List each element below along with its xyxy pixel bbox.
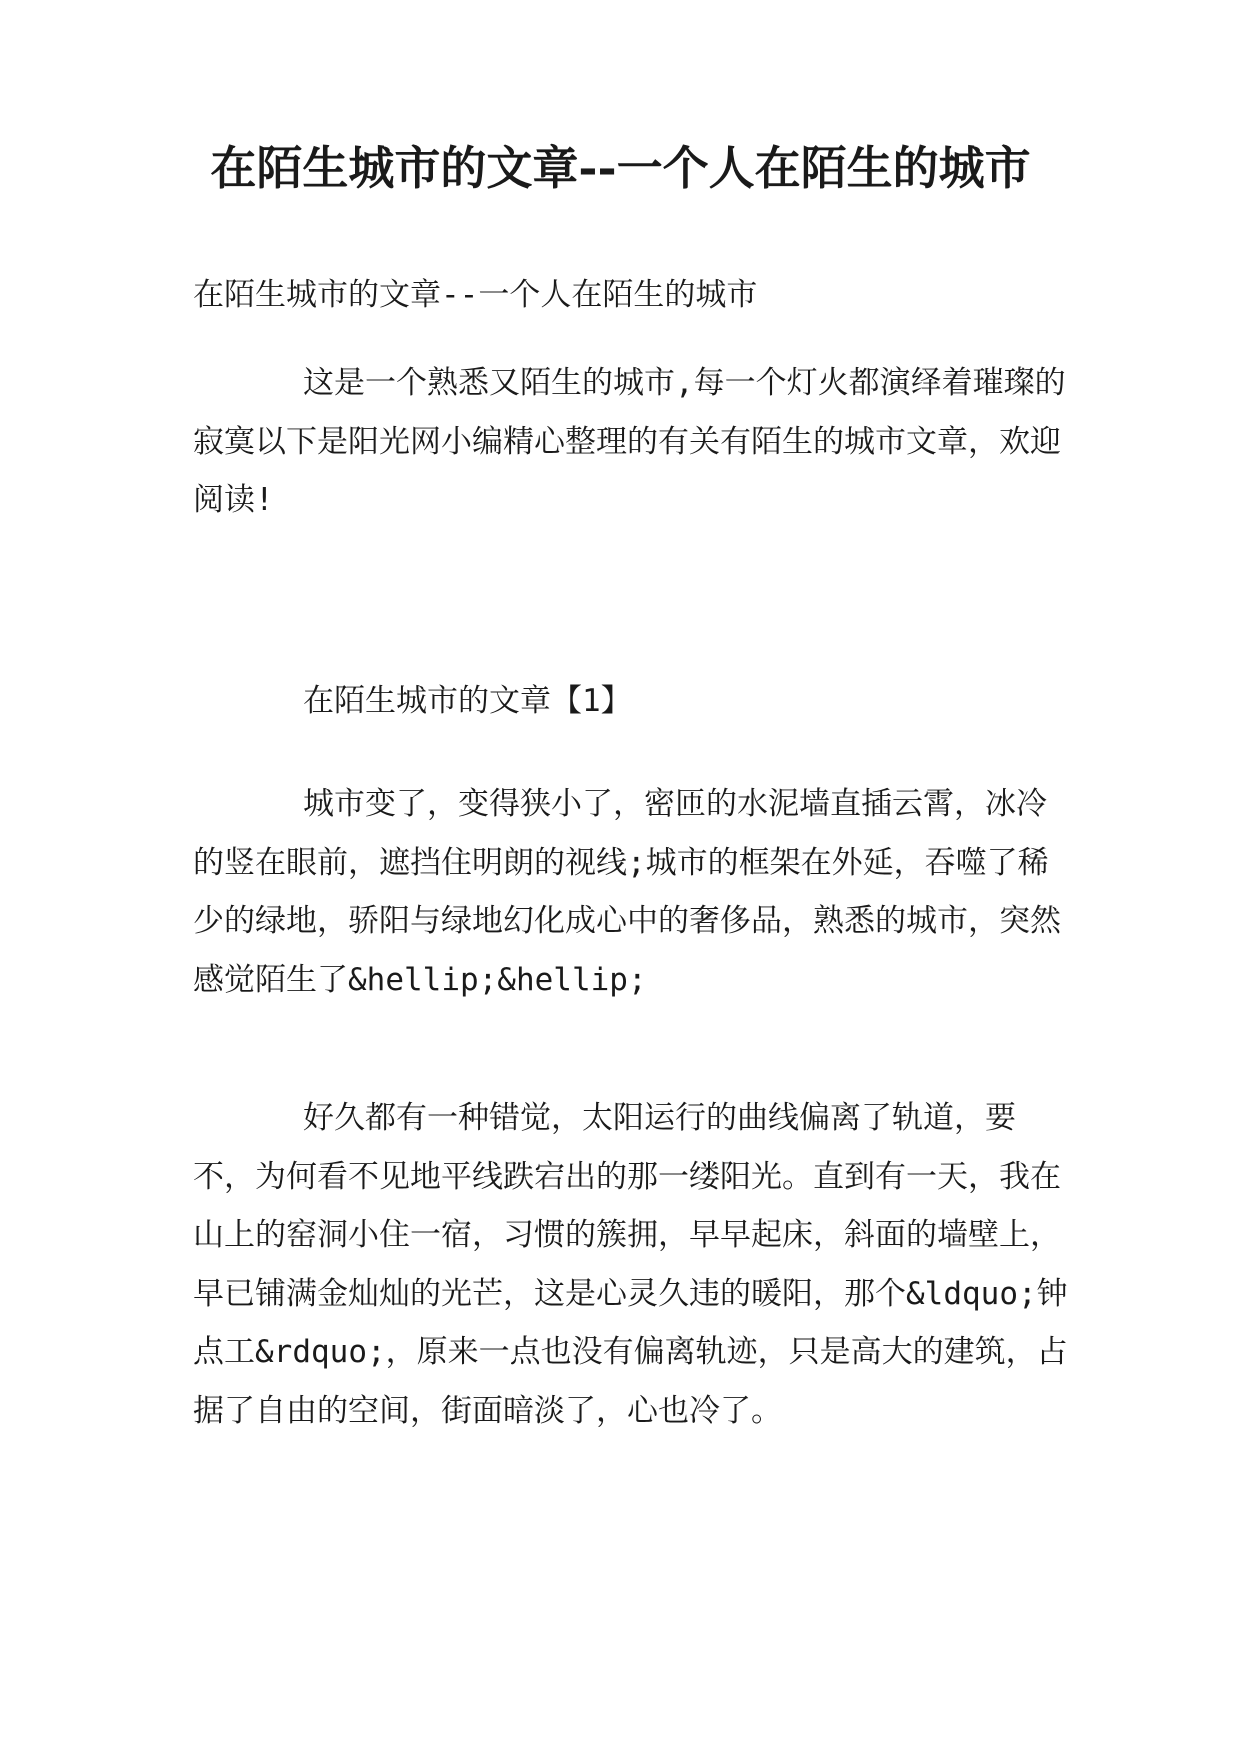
document-title: 在陌生城市的文章--一个人在陌生的城市 bbox=[210, 141, 1031, 195]
body-paragraph-1: 城市变了，变得狭小了，密匝的水泥墙直插云霄，冰冷的竖在眼前，遮挡住明朗的视线;城市的框架在外延，吞噬了稀少的绿地，骄阳与绿地幻化成心中的奢侈品，熟悉的城市，突然感觉陌生了&hellip;&hellip; bbox=[193, 786, 1061, 998]
intro-paragraph: 这是一个熟悉又陌生的城市,每一个灯火都演绎着璀璨的寂寞以下是阳光网小编精心整理的有关有陌生的城市文章，欢迎阅读! bbox=[193, 365, 1066, 518]
subtitle-line: 在陌生城市的文章--一个人在陌生的城市 bbox=[193, 277, 758, 313]
section-heading: 在陌生城市的文章【1】 bbox=[303, 683, 632, 719]
body-paragraph-2: 好久都有一种错觉，太阳运行的曲线偏离了轨道，要不，为何看不见地平线跌宕出的那一缕阳光。直到有一天，我在山上的窑洞小住一宿，习惯的簇拥，早早起床，斜面的墙壁上，早已铺满金灿灿的光芒，这是心灵久违的暖阳，那个&ldquo;钟点工&rdquo;，原来一点也没有偏离轨迹，只是高大的建筑，占据了自由的空间，街面暗淡了，心也冷了。 bbox=[193, 1100, 1068, 1429]
